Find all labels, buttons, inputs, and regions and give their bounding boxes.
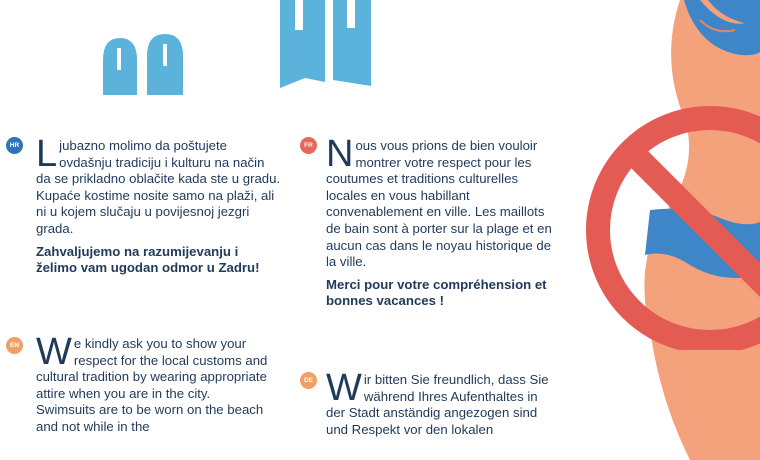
badge-fr: FR (300, 137, 317, 154)
dropcap-hr: L (36, 133, 58, 175)
body-en: e kindly ask you to show your respect for the local customs and cultural tradition by wearing appropriate attire when you are in the city. Swimsuits are to be worn on the beach and not while in the (36, 336, 268, 434)
arch-windows-icon (95, 20, 195, 95)
section-hr (36, 133, 281, 277)
body-hr: jubazno molimo da poštujete ovdašnju tradiciju i kulturu na način da se prikladno oblačite kada ste u gradu. Kupaće kostime nosite samo na plaži, ali ni u kojem slučaju u povijesnoj jezgri grada. (36, 138, 281, 236)
paragraph-en (36, 331, 268, 436)
thanks-hr: Zahvaljujemo na razumijevanju i želimo vam ugodan odmor u Zadru! (36, 243, 260, 276)
paragraph-de (326, 367, 558, 438)
thanks-fr: Merci pour votre compréhension et bonnes vacances ! (326, 276, 547, 309)
section-de (326, 367, 558, 438)
paragraph-fr (326, 133, 556, 271)
badge-hr: HR (6, 137, 23, 154)
dropcap-fr: N (326, 133, 354, 175)
dropcap-de: W (326, 367, 362, 409)
badge-de: DE (300, 372, 317, 389)
section-en (36, 331, 268, 436)
body-de: ir bitten Sie freundlich, dass Sie während Ihres Aufenthaltes in der Stadt anständig angezogen sind und Respekt vor den lokalen (326, 372, 549, 437)
building-icon (275, 0, 375, 92)
badge-en: EN (6, 337, 23, 354)
body-fr: ous vous prions de bien vouloir montrer votre respect pour les coutumes et traditions culturelles locales en vous habillant convenablement en ville. Les maillots de bain sont à porter sur la plage et en aucun cas dans le noyau historique de la ville. (326, 138, 552, 270)
prohibition-sign-icon (575, 100, 760, 350)
section-fr (326, 133, 556, 310)
dropcap-en: W (36, 331, 72, 373)
paragraph-hr (36, 133, 281, 238)
